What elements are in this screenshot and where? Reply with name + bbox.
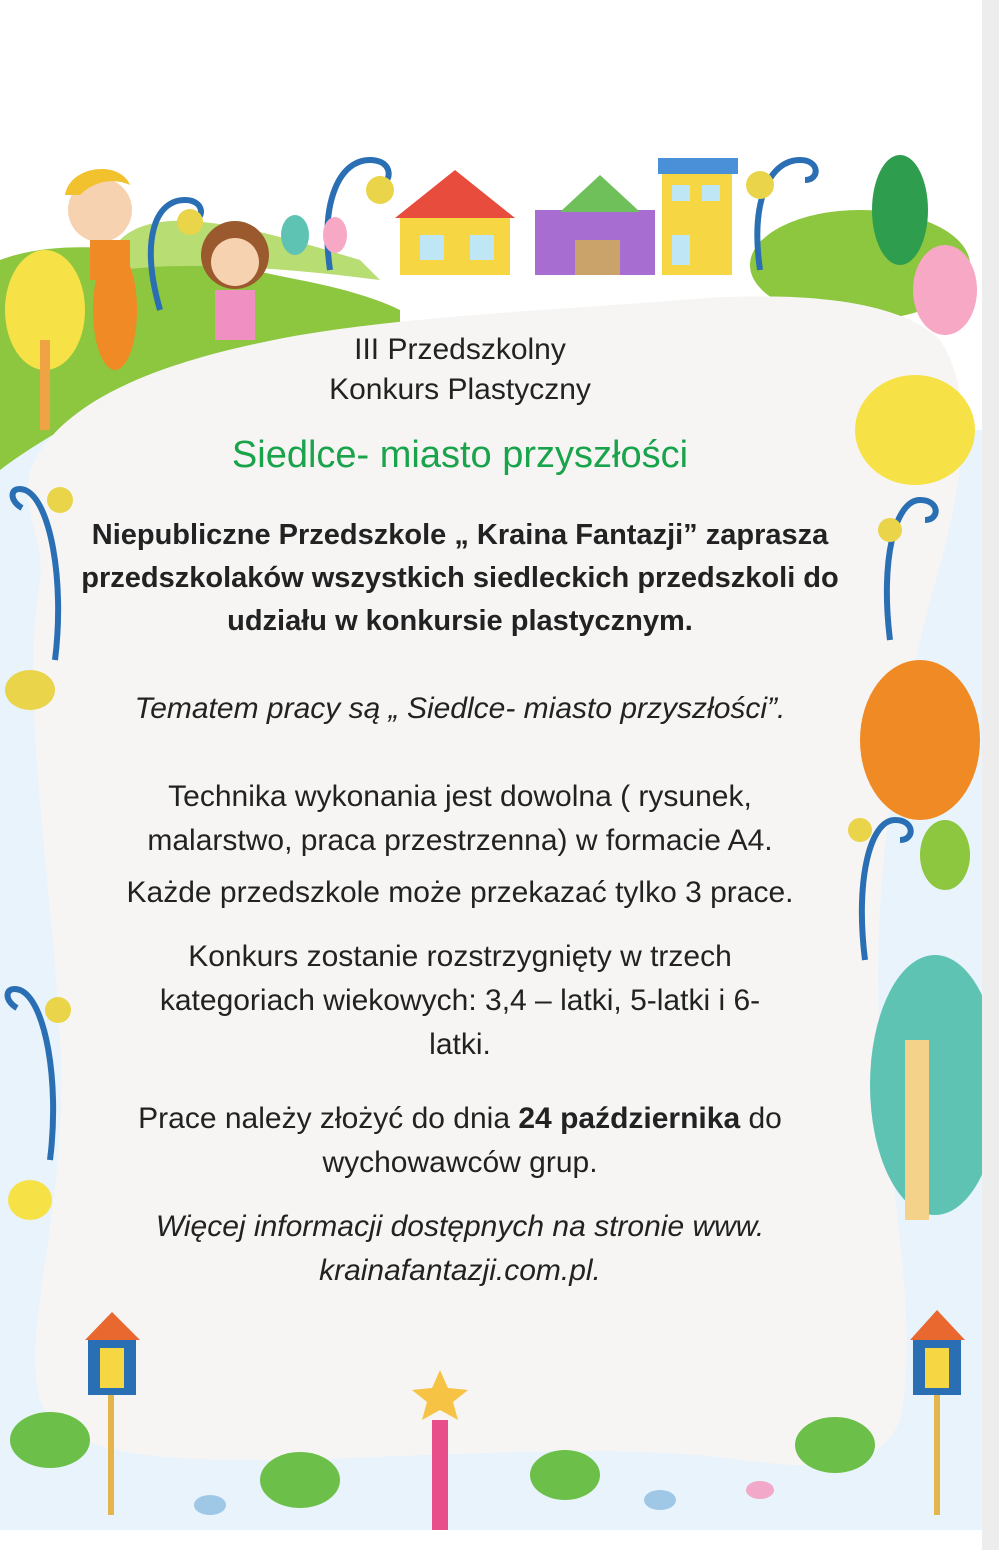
deadline-text	[80, 1097, 840, 1185]
invitation-text: Niepubliczne Przedszkole „ Kraina Fantazji” zaprasza przedszkolaków wszystkich siedleckich przedszkoli do udziału w konkursie plastycznym.	[81, 519, 839, 637]
contest-theme-title: Siedlce- miasto przyszłości	[231, 434, 689, 476]
technique-text	[80, 775, 840, 863]
technique-line-1: Technika wykonania jest dowolna ( rysunek,	[168, 780, 752, 813]
limit-text: Każde przedszkole może przekazać tylko 3 prace.	[126, 876, 794, 909]
deadline-prefix: Prace należy złożyć do dnia	[138, 1102, 511, 1135]
deadline-suffix: do	[748, 1102, 782, 1135]
deadline-line-2: wychowawców grup.	[322, 1146, 598, 1179]
categories-line-2: kategoriach wiekowych: 3,4 – latki, 5-latki i 6-	[159, 984, 761, 1017]
deadline-line-1	[80, 1097, 840, 1141]
categories-line-1: Konkurs zostanie rozstrzygnięty w trzech	[188, 940, 732, 973]
technique-line-2: malarstwo, praca przestrzenna) w formacie A4.	[147, 824, 773, 857]
poster-content	[80, 330, 840, 1293]
more-info-line-1: Więcej informacji dostępnych na stronie www.	[155, 1210, 765, 1243]
categories-text	[80, 935, 840, 1067]
tower-house-icon	[658, 158, 738, 275]
more-info-text	[80, 1205, 840, 1293]
house-icon	[395, 170, 515, 275]
contest-title	[80, 330, 840, 410]
categories-line-3: latki.	[429, 1028, 491, 1061]
title-line-2: Konkurs Plastyczny	[329, 373, 591, 406]
title-line-1: III Przedszkolny	[354, 333, 566, 366]
website-link[interactable]: krainafantazji.com.pl.	[319, 1254, 601, 1287]
deadline-date: 24 października	[518, 1102, 741, 1135]
theme-sentence: Tematem pracy są „ Siedlce- miasto przyszłości”.	[134, 692, 786, 725]
castle-icon	[535, 175, 655, 275]
